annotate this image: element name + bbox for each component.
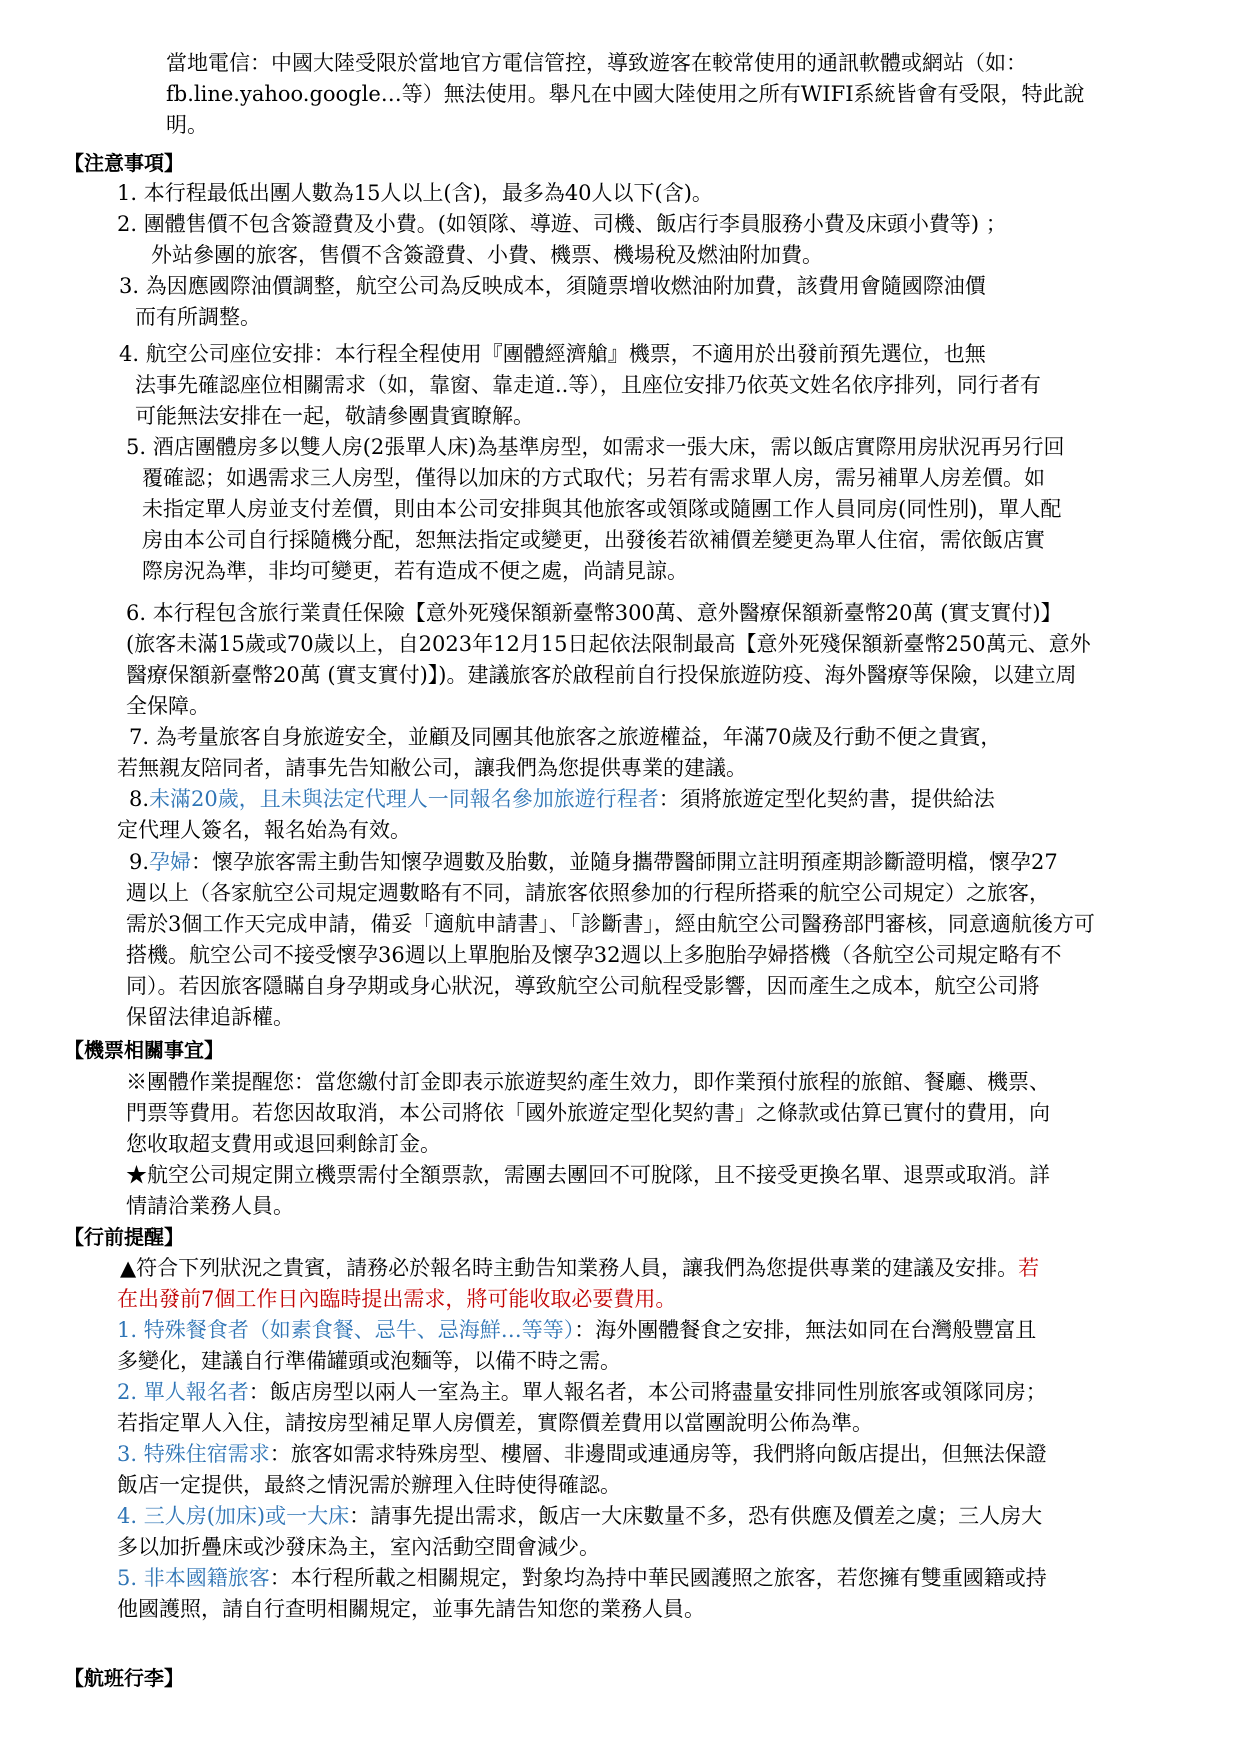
highlight-text: 4. 三人房(加床)或一大床: [117, 1504, 350, 1528]
text-line: ※團體作業提醒您：當您繳付訂金即表示旅遊契約產生效力，即作業預付旅程的旅館、餐廳、機票、: [126, 1070, 1050, 1094]
note-item-1: [117, 178, 713, 209]
warning-text: 若: [1018, 1256, 1040, 1280]
text-line: 情請洽業務人員。: [126, 1194, 294, 1218]
text-line: 5. 酒店團體房多以雙人房(2張單人床)為基準房型，如需求一張大床，需以飯店實際用房狀況再另行回: [126, 435, 1065, 459]
text-line: 全保障。: [126, 694, 210, 718]
item-number: 8.: [129, 787, 150, 811]
text-line: (旅客未滿15歲或70歲以上，自2023年12月15日起依法限制最高【意外死殘保額新臺幣250萬元、意外: [126, 632, 1091, 656]
text-segment: ：海外團體餐食之安排，無法如同在台灣般豐富且: [574, 1318, 1037, 1342]
note-item-9: [126, 847, 1095, 1033]
text-line: 際房況為準，非均可變更，若有造成不便之處，尚請見諒。: [142, 559, 688, 583]
text-line: 保留法律追訴權。: [126, 1005, 294, 1029]
note-item-2: [117, 209, 1007, 271]
text-segment: ：懷孕旅客需主動告知懷孕週數及胎數，並隨身攜帶醫師開立註明預產期診斷證明檔，懷孕27: [191, 850, 1058, 874]
highlight-text: 孕婦: [149, 850, 192, 874]
telecom-note: [166, 48, 1085, 141]
text-line: ★航空公司規定開立機票需付全額票款，需團去團回不可脫隊，且不接受更換名單、退票或取消。詳: [126, 1163, 1050, 1187]
text-line: 醫療保額新臺幣20萬 (實支實付)】)。建議旅客於啟程前自行投保旅遊防疫、海外醫療等保險，以建立周: [126, 663, 1077, 687]
text-line: 多變化，建議自行準備罐頭或泡麵等，以備不時之需。: [117, 1349, 621, 1373]
highlight-text: 2. 單人報名者: [117, 1380, 249, 1404]
text-line: 門票等費用。若您因故取消，本公司將依「國外旅遊定型化契約書」之條款或估算已實付的費用，向: [126, 1101, 1050, 1125]
text-line: fb.line.yahoo.google…等）無法使用。舉凡在中國大陸使用之所有WIFI系統皆會有受限，特此說: [166, 82, 1085, 106]
highlight-text: 5. 非本國籍旅客: [117, 1566, 270, 1590]
text-line: 未指定單人房並支付差價，則由本公司安排與其他旅客或領隊或隨團工作人員同房(同性別)，單人配: [142, 497, 1062, 521]
text-line: 明。: [166, 113, 208, 137]
highlight-text: 未滿20歲，且未與法定代理人一同報名參加旅遊行程者: [149, 787, 659, 811]
text-line: 需於3個工作天完成申請，備妥「適航申請書」、「診斷書」，經由航空公司醫務部門審核，同意適航後方可: [126, 912, 1095, 936]
text-line: 搭機。航空公司不接受懷孕36週以上單胞胎及懷孕32週以上多胞胎孕婦搭機（各航空公司規定略有不: [126, 943, 1062, 967]
text-line: 房由本公司自行採隨機分配，恕無法指定或變更，出發後若欲補價差變更為單人住宿，需依飯店實: [142, 528, 1045, 552]
item-number: 9.: [129, 850, 150, 874]
text-line: 4. 航空公司座位安排：本行程全程使用『團體經濟艙』機票，不適用於出發前預先選位，也無: [119, 342, 986, 366]
text-line: 他國護照，請自行查明相關規定，並事先請告知您的業務人員。: [117, 1597, 705, 1621]
text-line: 可能無法安排在一起，敬請參團貴賓瞭解。: [135, 404, 534, 428]
note-item-6: [126, 598, 1091, 722]
ticket-notes: [126, 1067, 1050, 1222]
text-line: 1. 本行程最低出團人數為15人以上(含)，最多為40人以下(含)。: [117, 181, 713, 205]
text-segment: ：本行程所載之相關規定，對象均為持中華民國護照之旅客，若您擁有雙重國籍或持: [269, 1566, 1047, 1590]
text-segment: ：請事先提出需求，飯店一大床數量不多，恐有供應及價差之虞；三人房大: [349, 1504, 1043, 1528]
warning-text: 在出發前7個工作日內臨時提出需求，將可能收取必要費用。: [117, 1287, 677, 1311]
text-line: 6. 本行程包含旅行業責任保險【意外死殘保額新臺幣300萬、意外醫療保額新臺幣20萬 (實支實付)】: [126, 601, 1062, 625]
highlight-text: 1. 特殊餐食者（如素食餐、忌牛、忌海鮮…等等）: [117, 1318, 575, 1342]
text-line: 3. 為因應國際油價調整，航空公司為反映成本，須隨票增收燃油附加費，該費用會隨國際油價: [119, 274, 986, 298]
note-item-3: [119, 271, 986, 333]
text-line: 若無親友陪同者，請事先告知敝公司，讓我們為您提供專業的建議。: [117, 756, 747, 780]
text-line: 7. 為考量旅客自身旅遊安全，並顧及同團其他旅客之旅遊權益，年滿70歲及行動不便之貴賓，: [129, 725, 1002, 749]
pretrip-heading: 【行前提醒】: [64, 1225, 184, 1249]
text-line: 週以上（各家航空公司規定週數略有不同，請旅客依照參加的行程所搭乘的航空公司規定）之旅客，: [126, 881, 1050, 905]
text-line: 覆確認；如遇需求三人房型，僅得以加床的方式取代；另若有需求單人房，需另補單人房差價。如: [142, 466, 1045, 490]
note-item-7: [117, 722, 1001, 784]
text-line: 當地電信：中國大陸受限於當地官方電信管控，導致遊客在較常使用的通訊軟體或網站（如：: [166, 51, 1027, 75]
text-segment: ：旅客如需求特殊房型、樓層、非邊間或連通房等，我們將向飯店提出，但無法保證: [269, 1442, 1047, 1466]
notes-heading: 【注意事項】: [64, 151, 184, 175]
text-line: 您收取超支費用或退回剩餘訂金。: [126, 1132, 441, 1156]
text-segment: ▲符合下列狀況之貴賓，請務必於報名時主動告知業務人員，讓我們為您提供專業的建議及安排。: [120, 1256, 1019, 1280]
text-line: 而有所調整。: [135, 305, 261, 329]
flight-heading: 【航班行李】: [64, 1666, 184, 1690]
text-segment: ：須將旅遊定型化契約書，提供給法: [658, 787, 995, 811]
highlight-text: 3. 特殊住宿需求: [117, 1442, 270, 1466]
text-segment: ：飯店房型以兩人一室為主。單人報名者，本公司將盡量安排同性別旅客或領隊同房；: [248, 1380, 1047, 1404]
text-line: 飯店一定提供，最終之情況需於辦理入住時使得確認。: [117, 1473, 621, 1497]
text-line: 定代理人簽名，報名始為有效。: [117, 818, 411, 842]
pretrip-notes: [117, 1253, 1047, 1625]
text-line: 同）。若因旅客隱瞞自身孕期或身心狀況，導致航空公司航程受影響，因而產生之成本，航空公司將: [126, 974, 1040, 998]
text-line: 法事先確認座位相關需求（如，靠窗、靠走道..等），且座位安排乃依英文姓名依序排列，同行者有: [135, 373, 1041, 397]
ticket-heading: 【機票相關事宜】: [64, 1038, 224, 1062]
note-item-5: [126, 432, 1064, 587]
text-line: 若指定單人入住，請按房型補足單人房價差，實際價差費用以當團說明公佈為準。: [117, 1411, 873, 1435]
note-item-4: [119, 339, 1041, 432]
note-item-8: [117, 784, 995, 846]
text-line: 2. 團體售價不包含簽證費及小費。(如領隊、導遊、司機、飯店行李員服務小費及床頭小費等) ；: [117, 212, 1007, 236]
text-line: 外站參團的旅客，售價不含簽證費、小費、機票、機場稅及燃油附加費。: [151, 243, 823, 267]
text-line: 多以加折疊床或沙發床為主，室內活動空間會減少。: [117, 1535, 600, 1559]
